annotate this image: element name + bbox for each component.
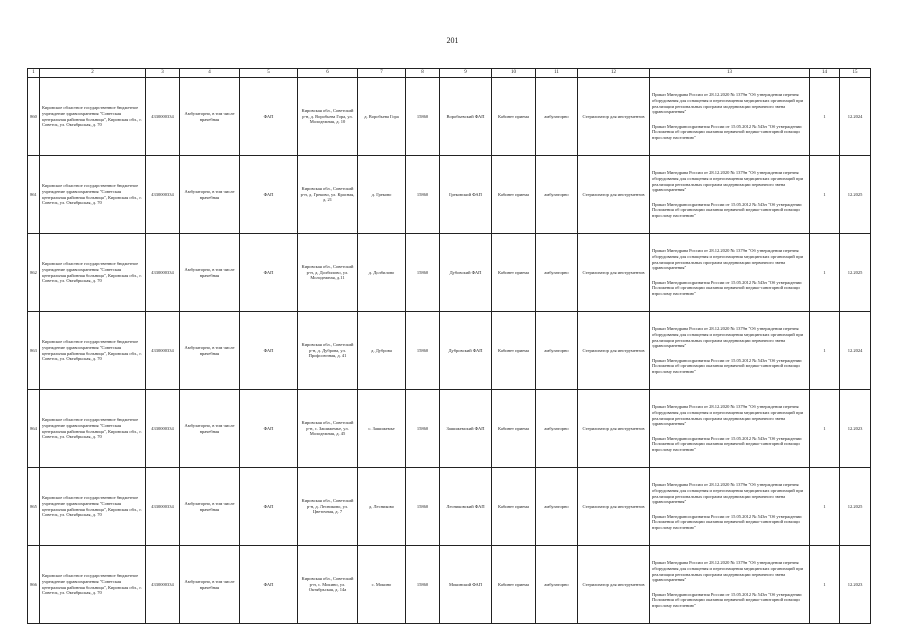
row-number: 861 <box>28 156 40 234</box>
equipment-cell: Стерилизатор для инструментов <box>578 78 650 156</box>
column-header-4: 4 <box>180 69 240 78</box>
order-1379n-text: Приказ Минздрава России от 28.12.2020 № 1379н "Об утверждении перечня оборудования для оснащения и переоснащения медицинских организаций при реализации региональных программ модернизации первичного звена здравоохранения" <box>652 170 803 193</box>
okato-cell: 15860 <box>406 468 440 546</box>
table-row <box>28 390 871 468</box>
organization-cell: Кировское областное государственное бюджетное учреждение здравоохранения "Советская центральная районная больница", Кировская обл., г. Советск, ул. Октябрьская, д. 70 <box>40 546 146 624</box>
row-number: 860 <box>28 78 40 156</box>
table-row <box>28 234 871 312</box>
facility-type-cell: ФАП <box>240 390 298 468</box>
column-header-9: 9 <box>440 69 492 78</box>
column-header-2: 2 <box>40 69 146 78</box>
care-type-cell: Амбулаторно, в том числе врачебная <box>180 390 240 468</box>
row-number: 865 <box>28 468 40 546</box>
order-1379n-text: Приказ Минздрава России от 28.12.2020 № 1379н "Об утверждении перечня оборудования для оснащения и переоснащения медицинских организаций при реализации региональных программ модернизации первичного звена здравоохранения" <box>652 560 803 583</box>
column-header-15: 15 <box>840 69 871 78</box>
mode-cell: амбулаторно <box>536 156 578 234</box>
page-number: 201 <box>446 36 459 45</box>
organization-cell: Кировское областное государственное бюджетное учреждение здравоохранения "Советская центральная районная больница", Кировская обл., г. Советск, ул. Октябрьская, д. 70 <box>40 390 146 468</box>
unit-cell: Зашижемский ФАП <box>440 390 492 468</box>
okato-cell: 15860 <box>406 546 440 624</box>
column-header-12: 12 <box>578 69 650 78</box>
row-number: 863 <box>28 312 40 390</box>
inn-cell: 4330000334 <box>146 312 180 390</box>
inn-cell: 4330000334 <box>146 234 180 312</box>
quantity-cell: 1 <box>810 234 840 312</box>
mode-cell: амбулаторно <box>536 390 578 468</box>
organization-cell: Кировское областное государственное бюджетное учреждение здравоохранения "Советская центральная районная больница", Кировская обл., г. Советск, ул. Октябрьская, д. 70 <box>40 312 146 390</box>
quantity-cell: 1 <box>810 312 840 390</box>
column-header-7: 7 <box>358 69 406 78</box>
column-header-8: 8 <box>406 69 440 78</box>
date-cell: 12.2023 <box>840 390 871 468</box>
order-543n-text: Приказ Минздравсоцразвития России от 15.05.2012 № 543н "Об утверждении Положения об организации оказания первичной медико-санитарной помощи взрослому населению" <box>652 123 802 141</box>
order-1379n-text: Приказ Минздрава России от 28.12.2020 № 1379н "Об утверждении перечня оборудования для оснащения и переоснащения медицинских организаций при реализации региональных программ модернизации первичного звена здравоохранения" <box>652 482 803 505</box>
column-header-11: 11 <box>536 69 578 78</box>
locality-cell: д. Воробьева Гора <box>358 78 406 156</box>
order-cell <box>650 234 810 312</box>
address-cell: Кировская обл., Советский р-н, д. Долбилово, ул. Молодежная, д.11 <box>298 234 358 312</box>
address-cell: Кировская обл., Советский р-н, д. Греково, ул. Красная, д. 21 <box>298 156 358 234</box>
equipment-cell: Стерилизатор для инструментов <box>578 312 650 390</box>
locality-cell: д. Греково <box>358 156 406 234</box>
okato-cell: 15860 <box>406 156 440 234</box>
facility-type-cell: ФАП <box>240 78 298 156</box>
order-543n-text: Приказ Минздравсоцразвития России от 15.05.2012 № 543н "Об утверждении Положения об организации оказания первичной медико-санитарной помощи взрослому населению" <box>652 279 802 297</box>
room-cell: Кабинет приема <box>492 78 536 156</box>
table-row <box>28 78 871 156</box>
column-header-14: 14 <box>810 69 840 78</box>
equipment-cell: Стерилизатор для инструментов <box>578 468 650 546</box>
unit-cell: Мокинский ФАП <box>440 546 492 624</box>
locality-cell: д. Лесниково <box>358 468 406 546</box>
row-number: 862 <box>28 234 40 312</box>
equipment-cell: Стерилизатор для инструментов <box>578 156 650 234</box>
locality-cell: с. Мокино <box>358 546 406 624</box>
order-1379n-text: Приказ Минздрава России от 28.12.2020 № 1379н "Об утверждении перечня оборудования для оснащения и переоснащения медицинских организаций при реализации региональных программ модернизации первичного звена здравоохранения" <box>652 404 803 427</box>
column-header-3: 3 <box>146 69 180 78</box>
order-543n-text: Приказ Минздравсоцразвития России от 15.05.2012 № 543н "Об утверждении Положения об организации оказания первичной медико-санитарной помощи взрослому населению" <box>652 201 802 219</box>
care-type-cell: Амбулаторно, в том числе врачебная <box>180 312 240 390</box>
table-row <box>28 468 871 546</box>
mode-cell: амбулаторно <box>536 312 578 390</box>
room-cell: Кабинет приема <box>492 546 536 624</box>
column-header-13: 13 <box>650 69 810 78</box>
order-cell <box>650 546 810 624</box>
okato-cell: 15860 <box>406 312 440 390</box>
room-cell: Кабинет приема <box>492 390 536 468</box>
facility-type-cell: ФАП <box>240 312 298 390</box>
date-cell: 12.2025 <box>840 468 871 546</box>
order-543n-text: Приказ Минздравсоцразвития России от 15.05.2012 № 543н "Об утверждении Положения об организации оказания первичной медико-санитарной помощи взрослому населению" <box>652 357 802 375</box>
order-543n-text: Приказ Минздравсоцразвития России от 15.05.2012 № 543н "Об утверждении Положения об организации оказания первичной медико-санитарной помощи взрослому населению" <box>652 513 802 531</box>
quantity-cell: 1 <box>810 546 840 624</box>
facility-type-cell: ФАП <box>240 468 298 546</box>
facility-type-cell: ФАП <box>240 546 298 624</box>
order-cell <box>650 312 810 390</box>
column-header-5: 5 <box>240 69 298 78</box>
okato-cell: 15860 <box>406 78 440 156</box>
row-number: 866 <box>28 546 40 624</box>
equipment-register-table <box>27 68 871 624</box>
equipment-cell: Стерилизатор для инструментов <box>578 234 650 312</box>
mode-cell: амбулаторно <box>536 234 578 312</box>
quantity-cell: 1 <box>810 78 840 156</box>
unit-cell: Грековский ФАП <box>440 156 492 234</box>
date-cell: 12.2025 <box>840 156 871 234</box>
address-cell: Кировская обл., Советский р-н, с. Мокино, ул. Октябрьская, д. 14а <box>298 546 358 624</box>
room-cell: Кабинет приема <box>492 156 536 234</box>
locality-cell: д. Дуброва <box>358 312 406 390</box>
address-cell: Кировская обл., Советский р-н, с. Зашижемье, ул. Молодежная, д. 45 <box>298 390 358 468</box>
organization-cell: Кировское областное государственное бюджетное учреждение здравоохранения "Советская центральная районная больница", Кировская обл., г. Советск, ул. Октябрьская, д. 70 <box>40 78 146 156</box>
organization-cell: Кировское областное государственное бюджетное учреждение здравоохранения "Советская центральная районная больница", Кировская обл., г. Советск, ул. Октябрьская, д. 70 <box>40 234 146 312</box>
locality-cell: д. Долбилово <box>358 234 406 312</box>
mode-cell: амбулаторно <box>536 546 578 624</box>
date-cell: 12.2024 <box>840 312 871 390</box>
mode-cell: амбулаторно <box>536 78 578 156</box>
order-543n-text: Приказ Минздравсоцразвития России от 15.05.2012 № 543н "Об утверждении Положения об организации оказания первичной медико-санитарной помощи взрослому населению" <box>652 591 802 609</box>
care-type-cell: Амбулаторно, в том числе врачебная <box>180 546 240 624</box>
table-row <box>28 312 871 390</box>
unit-cell: Дубровский ФАП <box>440 312 492 390</box>
inn-cell: 4330000334 <box>146 390 180 468</box>
organization-cell: Кировское областное государственное бюджетное учреждение здравоохранения "Советская центральная районная больница", Кировская обл., г. Советск, ул. Октябрьская, д. 70 <box>40 156 146 234</box>
care-type-cell: Амбулаторно, в том числе врачебная <box>180 468 240 546</box>
quantity-cell: 1 <box>810 390 840 468</box>
care-type-cell: Амбулаторно, в том числе врачебная <box>180 234 240 312</box>
column-header-1: 1 <box>28 69 40 78</box>
organization-cell: Кировское областное государственное бюджетное учреждение здравоохранения "Советская центральная районная больница", Кировская обл., г. Советск, ул. Октябрьская, д. 70 <box>40 468 146 546</box>
unit-cell: Лесниковский ФАП <box>440 468 492 546</box>
column-header-6: 6 <box>298 69 358 78</box>
room-cell: Кабинет приема <box>492 312 536 390</box>
inn-cell: 4330000334 <box>146 468 180 546</box>
okato-cell: 15860 <box>406 390 440 468</box>
order-543n-text: Приказ Минздравсоцразвития России от 15.05.2012 № 543н "Об утверждении Положения об организации оказания первичной медико-санитарной помощи взрослому населению" <box>652 435 802 453</box>
inn-cell: 4330000334 <box>146 546 180 624</box>
table-row <box>28 156 871 234</box>
locality-cell: с. Зашижемье <box>358 390 406 468</box>
order-1379n-text: Приказ Минздрава России от 28.12.2020 № 1379н "Об утверждении перечня оборудования для оснащения и переоснащения медицинских организаций при реализации региональных программ модернизации первичного звена здравоохранения" <box>652 326 803 349</box>
address-cell: Кировская обл., Советский р-н, д. Воробьева Гора, ул. Молодежная, д. 10 <box>298 78 358 156</box>
mode-cell: амбулаторно <box>536 468 578 546</box>
room-cell: Кабинет приема <box>492 234 536 312</box>
order-cell <box>650 468 810 546</box>
date-cell: 12.2023 <box>840 546 871 624</box>
care-type-cell: Амбулаторно, в том числе врачебная <box>180 78 240 156</box>
order-1379n-text: Приказ Минздрава России от 28.12.2020 № 1379н "Об утверждении перечня оборудования для оснащения и переоснащения медицинских организаций при реализации региональных программ модернизации первичного звена здравоохранения" <box>652 248 803 271</box>
address-cell: Кировская обл., Советский р-н, д. Дуброва, ул. Профсоюзная, д. 41 <box>298 312 358 390</box>
quantity-cell: 1 <box>810 156 840 234</box>
inn-cell: 4330000334 <box>146 78 180 156</box>
facility-type-cell: ФАП <box>240 156 298 234</box>
column-header-10: 10 <box>492 69 536 78</box>
care-type-cell: Амбулаторно, в том числе врачебная <box>180 156 240 234</box>
unit-cell: Воробьевский ФАП <box>440 78 492 156</box>
okato-cell: 15860 <box>406 234 440 312</box>
order-cell <box>650 78 810 156</box>
quantity-cell: 1 <box>810 468 840 546</box>
facility-type-cell: ФАП <box>240 234 298 312</box>
order-cell <box>650 156 810 234</box>
address-cell: Кировская обл., Советский р-н, д. Лесниково, ул. Цветочная, д. 7 <box>298 468 358 546</box>
order-cell <box>650 390 810 468</box>
header-row <box>28 69 871 78</box>
table-row <box>28 546 871 624</box>
unit-cell: Дубовский ФАП <box>440 234 492 312</box>
order-1379n-text: Приказ Минздрава России от 28.12.2020 № 1379н "Об утверждении перечня оборудования для оснащения и переоснащения медицинских организаций при реализации региональных программ модернизации первичного звена здравоохранения" <box>652 92 803 115</box>
inn-cell: 4330000334 <box>146 156 180 234</box>
date-cell: 12.2025 <box>840 234 871 312</box>
table-body <box>28 78 871 624</box>
equipment-cell: Стерилизатор для инструментов <box>578 390 650 468</box>
equipment-cell: Стерилизатор для инструментов <box>578 546 650 624</box>
date-cell: 12.2024 <box>840 78 871 156</box>
room-cell: Кабинет приема <box>492 468 536 546</box>
row-number: 864 <box>28 390 40 468</box>
